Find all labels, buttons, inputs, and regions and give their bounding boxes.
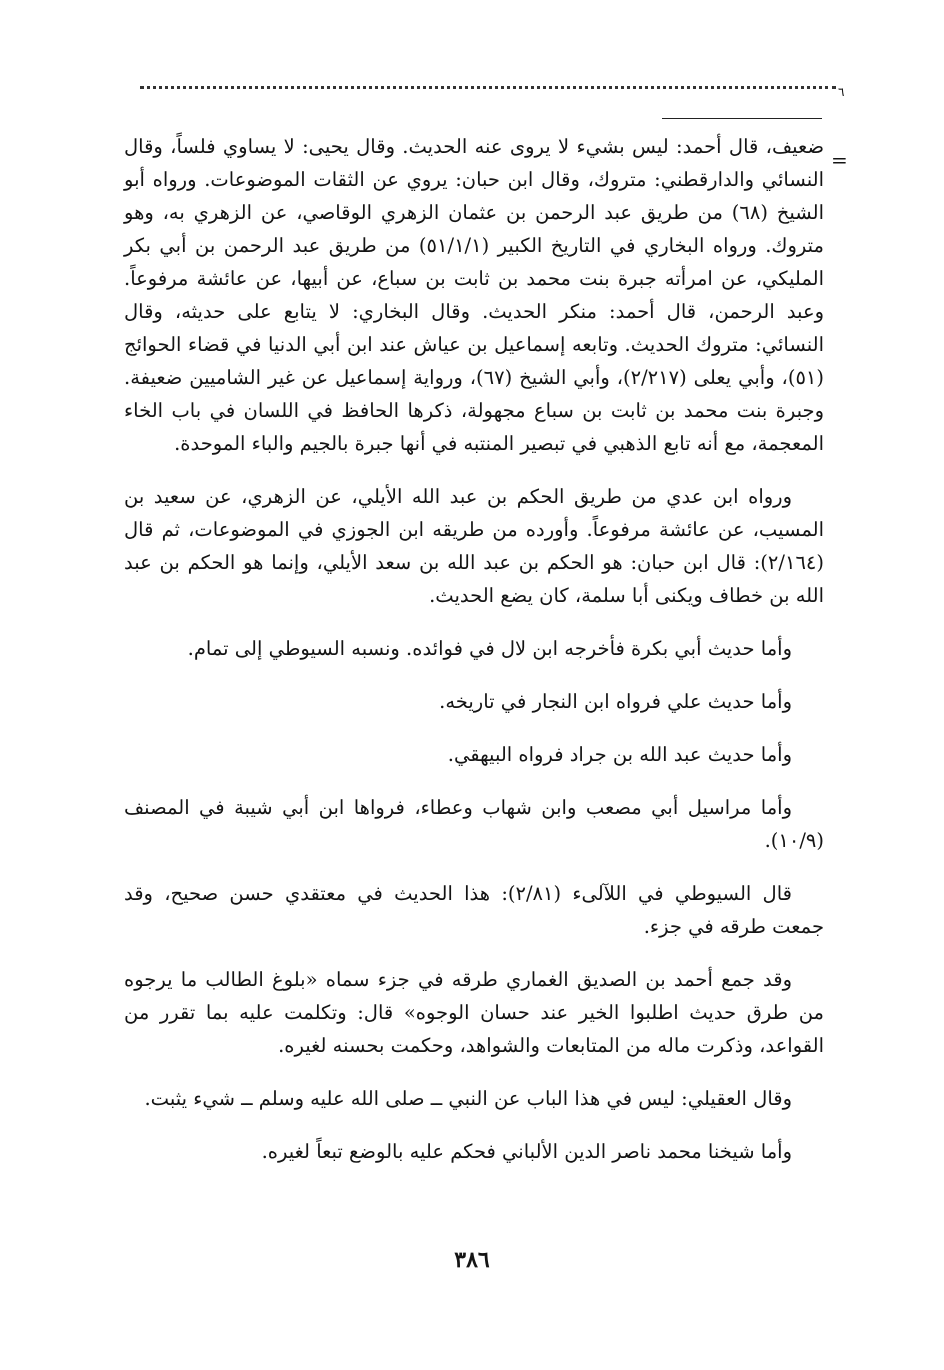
corner-mark: ٦ [838, 85, 845, 99]
paragraph-5: وأما حديث عبد الله بن جراد فرواه البيهقي. [447, 743, 792, 766]
paragraph-6: وأما مراسيل أبي مصعب وابن شهاب وعطاء، فرواها ابن أبي شيبة في المصنف (١٠/٩). [124, 796, 824, 852]
footnote-text [124, 130, 824, 1168]
paragraph-8: وقد جمع أحمد بن الصديق الغماري طرقه في جزء سماه «بلوغ الطالب ما يرجوه من طرق حديث اطلبوا الخير عند حسان الوجوه» قال: وتكلمت عليه بما تقرر من القواعد، وذكرت ماله من المتابعات والشواهد، وحكمت بحسنه لغيره. [124, 968, 824, 1057]
paragraph-2: ورواه ابن عدي من طريق الحكم بن عبد الله الأيلي، عن الزهري، عن سعيد بن المسيب، عن عائشة مرفوعاً. وأورده من طريقه ابن الجوزي في الموضوعات، ثم قال (٢/١٦٤): قال ابن حبان: هو الحكم بن عبد الله بن سعد الأيلي، وإنما هو الحكم بن عبد الله بن خطاف ويكنى أبا سلمة، كان يضع الحديث. [124, 485, 824, 607]
paragraph-1: ضعيف، قال أحمد: ليس بشيء لا يروى عنه الحديث. وقال يحيى: لا يساوي فلساً، وقال النسائي والدارقطني: متروك، وقال ابن حبان: يروي عن الثقات الموضوعات. ورواه أبو الشيخ (٦٨) من طريق عبد الرحمن بن عثمان الزهري الوقاصي، عن الزهري به، وهو متروك. ورواه البخاري في التاريخ الكبير (٥١/١/١) من طريق عبد الرحمن بن أبي بكر المليكي، عن امرأته جبرة بنت محمد بن ثابت بن سباع، عن أبيها، عن عائشة مرفوعاً. وعبد الرحمن، قال أحمد: منكر الحديث. وقال البخاري: لا يتابع على حديثه، وقال النسائي: متروك الحديث. وتابعه إسماعيل بن عياش عند ابن أبي الدنيا في قضاء الحوائج (٥١)، وأبي يعلى (٢/٢١٧)، وأبي الشيخ (٦٧)، ورواية إسماعيل عن غير الشاميين ضعيفة. وجبرة بنت محمد بن ثابت بن سباع مجهولة، ذكرها الحافظ في اللسان في باب الخاء المعجمة، مع أنه تابع الذهبي في تبصير المنتبه في أنها جبرة بالجيم والباء الموحدة. [124, 135, 824, 455]
paragraph-9: وقال العقيلي: ليس في هذا الباب عن النبي ــ صلى الله عليه وسلم ــ شيء يثبت. [144, 1087, 792, 1110]
paragraph-3: وأما حديث أبي بكرة فأخرجه ابن لال في فوائده. ونسبه السيوطي إلى تمام. [187, 637, 792, 660]
paragraph-7: قال السيوطي في اللآلىء (٢/٨١): هذا الحديث في معتقدي حسن صحيح، وقد جمعت طرقه في جزء. [124, 882, 824, 938]
paragraph-4: وأما حديث علي فرواه ابن النجار في تاريخه. [439, 690, 792, 713]
dotted-separator [140, 86, 836, 89]
footnote-rule [662, 118, 822, 119]
page-number: ٣٨٦ [454, 1247, 490, 1273]
paragraph-10: وأما شيخنا محمد ناصر الدين الألباني فحكم عليه بالوضع تبعاً لغيره. [261, 1140, 792, 1163]
continuation-mark: = [831, 148, 848, 172]
